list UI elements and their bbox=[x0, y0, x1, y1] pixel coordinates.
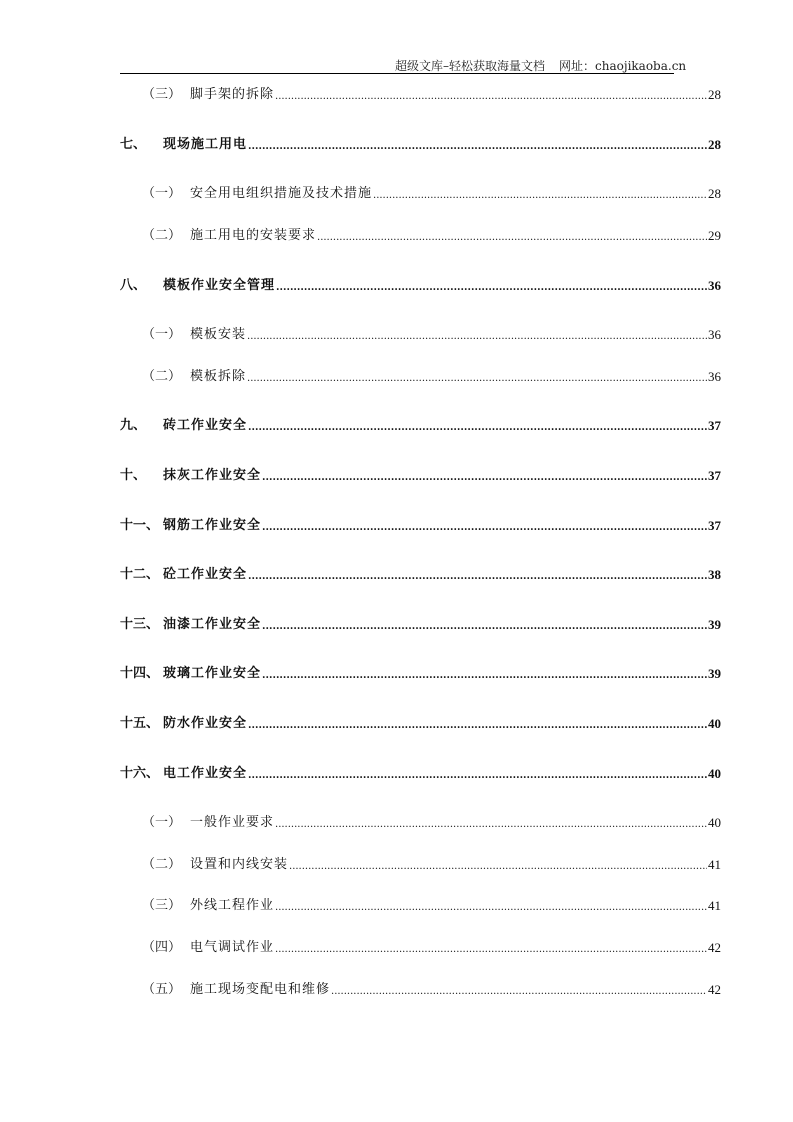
toc-entry-number: （一） bbox=[142, 815, 182, 830]
toc-entry-page: 37 bbox=[708, 468, 721, 483]
toc-leader-dots bbox=[248, 719, 707, 733]
toc-entry-title: 安全用电组织措施及技术措施 bbox=[190, 186, 373, 201]
toc-entry[interactable] bbox=[142, 368, 721, 386]
toc-entry-title: 一般作业要求 bbox=[190, 815, 275, 830]
toc-leader-dots bbox=[247, 330, 707, 344]
toc-leader-dots bbox=[275, 90, 707, 104]
toc-entry[interactable] bbox=[142, 227, 721, 245]
toc-entry-page: 40 bbox=[708, 815, 721, 830]
toc-leader-dots bbox=[373, 189, 707, 203]
toc-entry-page: 41 bbox=[708, 857, 721, 872]
toc-leader-dots bbox=[276, 281, 707, 295]
toc-entry-page: 28 bbox=[708, 186, 721, 201]
toc-entry[interactable] bbox=[142, 814, 721, 832]
toc-entry-number: （一） bbox=[142, 327, 182, 342]
toc-leader-dots bbox=[262, 521, 707, 535]
toc-entry-title: 玻璃工作业安全 bbox=[163, 666, 262, 681]
toc-entry-title: 砖工作业安全 bbox=[163, 418, 248, 433]
toc-entry-page: 41 bbox=[708, 898, 721, 913]
toc-entry-title: 钢筋工作业安全 bbox=[163, 518, 262, 533]
toc-entry-page: 38 bbox=[708, 567, 721, 582]
toc-entry[interactable] bbox=[142, 939, 721, 957]
toc-entry-number: （三） bbox=[142, 87, 182, 102]
toc-entry[interactable] bbox=[120, 665, 721, 683]
toc-leader-dots bbox=[248, 570, 707, 584]
toc-entry-number: 十三、 bbox=[120, 617, 160, 632]
toc-entry-title: 施工现场变配电和维修 bbox=[190, 982, 331, 997]
toc-entry[interactable] bbox=[120, 566, 721, 584]
toc-entry-title: 模板作业安全管理 bbox=[163, 278, 276, 293]
toc-entry-page: 40 bbox=[708, 766, 721, 781]
toc-entry[interactable] bbox=[120, 136, 721, 154]
toc-entry-number: （四） bbox=[142, 940, 182, 955]
toc-leader-dots bbox=[275, 943, 707, 957]
toc-entry-page: 42 bbox=[708, 982, 721, 997]
toc-entry-number: （三） bbox=[142, 898, 182, 913]
toc-entry-page: 36 bbox=[708, 369, 721, 384]
toc-leader-dots bbox=[275, 818, 707, 832]
toc-entry[interactable] bbox=[120, 715, 721, 733]
toc-entry-number: 九、 bbox=[120, 418, 147, 433]
toc-entry-page: 29 bbox=[708, 228, 721, 243]
toc-entry-number: （一） bbox=[142, 186, 182, 201]
toc-entry-number: （二） bbox=[142, 857, 182, 872]
toc-entry-page: 36 bbox=[708, 278, 721, 293]
toc-entry[interactable] bbox=[120, 417, 721, 435]
toc-entry-title: 模板安装 bbox=[190, 327, 247, 342]
toc-leader-dots bbox=[262, 669, 707, 683]
toc-entry-page: 40 bbox=[708, 716, 721, 731]
page-header bbox=[395, 57, 686, 74]
toc-entry-title: 砼工作业安全 bbox=[163, 567, 248, 582]
toc-entry-number: 十一、 bbox=[120, 518, 160, 533]
toc-leader-dots bbox=[247, 372, 707, 386]
toc-entry-title: 抹灰工作业安全 bbox=[163, 468, 262, 483]
toc-entry-page: 39 bbox=[708, 666, 721, 681]
toc-entry-number: 七、 bbox=[120, 137, 147, 152]
toc-entry-page: 42 bbox=[708, 940, 721, 955]
header-site-name: 超级文库–轻松获取海量文档 bbox=[395, 59, 546, 73]
toc-entry[interactable] bbox=[142, 856, 721, 874]
toc-leader-dots bbox=[275, 901, 707, 915]
toc-entry[interactable] bbox=[120, 517, 721, 535]
toc-entry-title: 外线工程作业 bbox=[190, 898, 275, 913]
toc-leader-dots bbox=[262, 471, 707, 485]
toc-entry-title: 模板拆除 bbox=[190, 369, 247, 384]
toc-entry[interactable] bbox=[120, 467, 721, 485]
toc-entry-title: 脚手架的拆除 bbox=[190, 87, 275, 102]
toc-entry-number: （五） bbox=[142, 982, 182, 997]
toc-leader-dots bbox=[248, 769, 707, 783]
toc-entry-page: 36 bbox=[708, 327, 721, 342]
toc-entry-page: 28 bbox=[708, 87, 721, 102]
toc-entry-number: （二） bbox=[142, 369, 182, 384]
toc-leader-dots bbox=[317, 231, 707, 245]
toc-entry-title: 电工作业安全 bbox=[163, 766, 248, 781]
toc-entry[interactable] bbox=[142, 897, 721, 915]
toc-entry[interactable] bbox=[142, 981, 721, 999]
toc-entry-title: 设置和内线安装 bbox=[190, 857, 289, 872]
toc-entry-number: （二） bbox=[142, 228, 182, 243]
toc-entry-number: 十二、 bbox=[120, 567, 160, 582]
toc-entry[interactable] bbox=[120, 765, 721, 783]
header-url: 网址：chaojikaoba.cn bbox=[559, 59, 687, 73]
toc-leader-dots bbox=[248, 421, 707, 435]
toc-entry[interactable] bbox=[120, 277, 721, 295]
toc-entry-number: 十六、 bbox=[120, 766, 160, 781]
toc-entry-page: 39 bbox=[708, 617, 721, 632]
toc-entry-number: 八、 bbox=[120, 278, 147, 293]
toc-entry-title: 油漆工作业安全 bbox=[163, 617, 262, 632]
toc-entry-number: 十四、 bbox=[120, 666, 160, 681]
toc-leader-dots bbox=[331, 985, 707, 999]
toc-entry-title: 防水作业安全 bbox=[163, 716, 248, 731]
toc-entry-page: 28 bbox=[708, 137, 721, 152]
toc-entry-title: 电气调试作业 bbox=[190, 940, 275, 955]
toc-leader-dots bbox=[248, 140, 707, 154]
toc-entry-title: 现场施工用电 bbox=[163, 137, 248, 152]
toc-entry-page: 37 bbox=[708, 418, 721, 433]
toc-entry-title: 施工用电的安装要求 bbox=[190, 228, 317, 243]
toc-leader-dots bbox=[262, 620, 707, 634]
toc-entry-number: 十、 bbox=[120, 468, 147, 483]
toc-entry-number: 十五、 bbox=[120, 716, 160, 731]
toc-entry[interactable] bbox=[142, 185, 721, 203]
toc-entry[interactable] bbox=[120, 616, 721, 634]
toc-entry[interactable] bbox=[142, 326, 721, 344]
header-rule bbox=[120, 73, 674, 74]
toc-entry[interactable] bbox=[142, 86, 721, 104]
toc-leader-dots bbox=[289, 860, 707, 874]
toc-entry-page: 37 bbox=[708, 518, 721, 533]
